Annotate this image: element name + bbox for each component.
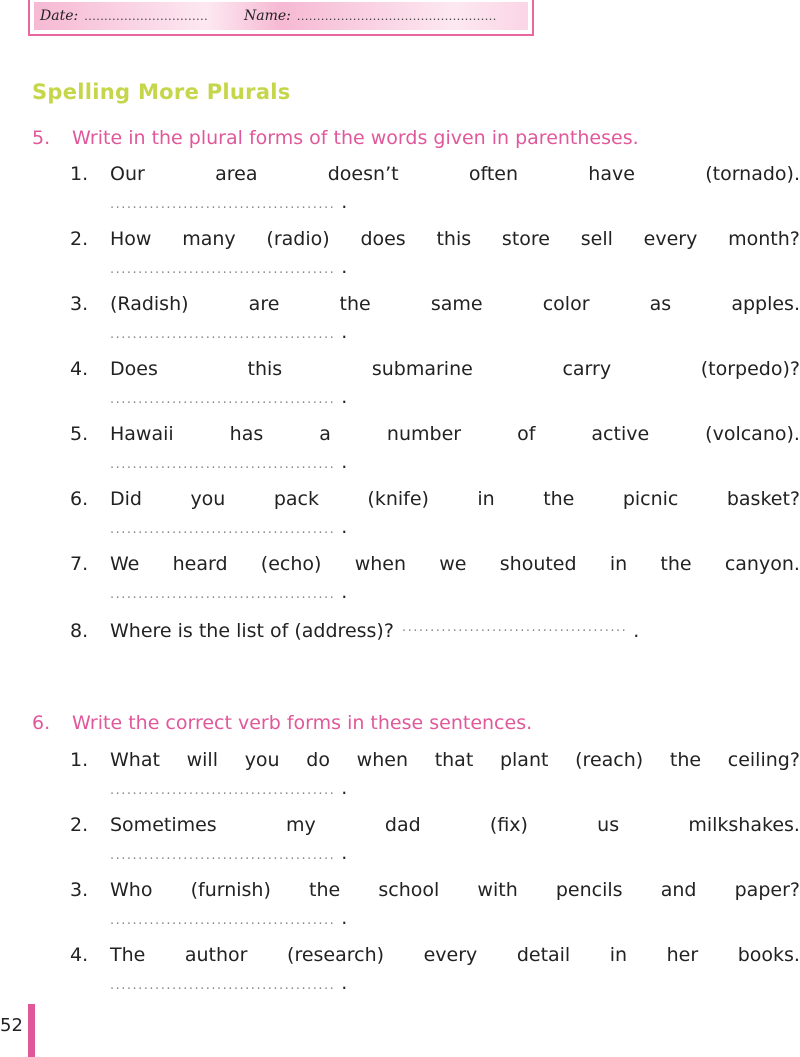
sentence-word: author	[184, 944, 248, 966]
sentence-word: number	[386, 423, 462, 445]
sentence-word: sell	[580, 228, 613, 250]
sentence-word: (furnish)	[190, 879, 271, 901]
sentence-word: her	[666, 944, 699, 966]
sentence-word: Our	[110, 163, 145, 185]
answer-blank[interactable]: ........................................	[401, 620, 628, 635]
answer-blank[interactable]: ........................................	[110, 522, 336, 537]
answer-line	[110, 581, 800, 601]
sentence-word: the	[309, 879, 341, 901]
date-label: Date:	[40, 8, 79, 24]
sentence-word: Did	[110, 488, 142, 510]
sentence-word: as	[649, 293, 672, 315]
name-field[interactable]	[238, 8, 497, 24]
exercise-5-number: 5.	[32, 127, 51, 149]
answer-line	[110, 842, 800, 862]
sentence-word: basket?	[726, 488, 800, 510]
answer-line	[110, 451, 800, 471]
sentence-word: (echo)	[260, 553, 322, 575]
item-sentence	[110, 358, 800, 380]
answer-period: .	[341, 777, 348, 799]
answer-period: .	[341, 972, 348, 994]
sentence-word: submarine	[371, 358, 473, 380]
answer-blank[interactable]: ........................................	[110, 327, 336, 342]
sentence-word: in	[609, 553, 628, 575]
name-dots: ..................................................	[296, 9, 497, 23]
exercise-item	[70, 228, 800, 276]
sentence-word: (tornado).	[705, 163, 800, 185]
item-number: 3.	[70, 293, 89, 315]
section-title: Spelling More Plurals	[32, 80, 291, 104]
sentence-word: does	[360, 228, 406, 250]
answer-period: .	[341, 451, 348, 473]
item-sentence	[110, 879, 800, 901]
answer-blank[interactable]: ........................................	[110, 457, 336, 472]
sentence-word: Hawaii	[110, 423, 174, 445]
exercise-item	[70, 814, 800, 862]
answer-blank[interactable]: ........................................	[110, 848, 336, 863]
exercise-item	[70, 944, 800, 992]
sentence-word: has	[229, 423, 264, 445]
sentence-word: the	[543, 488, 575, 510]
sentence-word: The	[110, 944, 146, 966]
exercise-item	[70, 163, 800, 211]
exercise-item	[70, 749, 800, 797]
sentence-word: us	[597, 814, 620, 836]
name-label: Name:	[244, 8, 291, 24]
sentence-word: and	[660, 879, 697, 901]
item-sentence	[110, 814, 800, 836]
sentence-word: in	[609, 944, 628, 966]
exercise-item	[70, 488, 800, 536]
item-sentence	[110, 749, 800, 771]
answer-period: .	[341, 842, 348, 864]
sentence-word: we	[439, 553, 467, 575]
sentence-word: How	[110, 228, 152, 250]
answer-blank[interactable]: ........................................	[110, 392, 336, 407]
sentence-word: the	[660, 553, 692, 575]
answer-blank[interactable]: ........................................	[110, 262, 336, 277]
sentence-word: same	[430, 293, 483, 315]
sentence-word: every	[423, 944, 478, 966]
sentence-word: carry	[562, 358, 612, 380]
sentence-word: are	[248, 293, 280, 315]
sentence-word: Sometimes	[110, 814, 217, 836]
sentence-word: this	[247, 358, 283, 380]
exercise-item	[70, 358, 800, 406]
sentence-word: of	[517, 423, 536, 445]
sentence-word: have	[588, 163, 635, 185]
sentence-word: month?	[728, 228, 800, 250]
answer-blank[interactable]: ........................................	[110, 978, 336, 993]
sentence-word: What	[110, 749, 160, 771]
sentence-word: (fix)	[489, 814, 528, 836]
answer-period: .	[633, 620, 640, 642]
exercise-item	[70, 293, 800, 341]
exercise-6-number: 6.	[32, 712, 51, 734]
exercise-item	[70, 423, 800, 471]
sentence-word: color	[542, 293, 590, 315]
sentence-word: (knife)	[367, 488, 429, 510]
answer-period: .	[341, 321, 348, 343]
sentence-word: paper?	[734, 879, 800, 901]
date-dots: ...............................	[84, 9, 209, 23]
sentence-word: store	[501, 228, 550, 250]
sentence-word: apples.	[731, 293, 800, 315]
sentence-word: many	[182, 228, 236, 250]
answer-blank[interactable]: ........................................	[110, 197, 336, 212]
answer-line	[110, 907, 800, 927]
item-text	[110, 620, 800, 642]
sentence-word: (research)	[287, 944, 385, 966]
item-number: 1.	[70, 749, 89, 771]
item-number: 6.	[70, 488, 89, 510]
sentence-word: active	[591, 423, 650, 445]
answer-line	[110, 191, 800, 211]
sentence-word: ceiling?	[727, 749, 800, 771]
sentence-word: detail	[516, 944, 571, 966]
sentence-word: school	[378, 879, 440, 901]
answer-period: .	[341, 386, 348, 408]
answer-line	[110, 386, 800, 406]
item-number: 2.	[70, 814, 89, 836]
page-bar	[28, 1004, 35, 1057]
item-number: 2.	[70, 228, 89, 250]
answer-blank[interactable]: ........................................	[110, 913, 336, 928]
item-sentence	[110, 293, 800, 315]
sentence-word: books.	[737, 944, 800, 966]
answer-line	[110, 777, 800, 797]
sentence-word: do	[306, 749, 330, 771]
sentence-word: milkshakes.	[688, 814, 800, 836]
answer-line	[110, 256, 800, 276]
sentence-word: you	[244, 749, 280, 771]
sentence-word: my	[285, 814, 316, 836]
ex5-item-8	[70, 620, 800, 646]
sentence-word: (torpedo)?	[700, 358, 800, 380]
sentence-word: picnic	[622, 488, 679, 510]
item-sentence	[110, 228, 800, 250]
sentence-word: (volcano).	[705, 423, 800, 445]
answer-period: .	[341, 256, 348, 278]
sentence-word: Who	[110, 879, 153, 901]
answer-line	[110, 972, 800, 992]
item-number: 8.	[70, 620, 89, 642]
sentence-word: doesn’t	[327, 163, 399, 185]
date-field[interactable]	[34, 8, 238, 24]
page-number: 52	[0, 1015, 23, 1036]
answer-period: .	[341, 191, 348, 213]
sentence-word: pencils	[555, 879, 623, 901]
sentence-word: the	[339, 293, 371, 315]
sentence-word: (radio)	[266, 228, 330, 250]
answer-line	[110, 516, 800, 536]
sentence-word: often	[468, 163, 519, 185]
sentence-word: with	[477, 879, 518, 901]
item-number: 4.	[70, 358, 89, 380]
sentence-word: you	[190, 488, 226, 510]
sentence-word: a	[319, 423, 331, 445]
sentence-word: plant	[499, 749, 549, 771]
sentence-word: (reach)	[575, 749, 644, 771]
item-number: 4.	[70, 944, 89, 966]
sentence-word: when	[354, 553, 407, 575]
answer-period: .	[341, 907, 348, 929]
item-sentence	[110, 488, 800, 510]
exercise-5-instruction: Write in the plural forms of the words given in parentheses.	[72, 127, 639, 149]
item-number: 3.	[70, 879, 89, 901]
exercise-item	[70, 879, 800, 927]
answer-period: .	[341, 516, 348, 538]
sentence-word: every	[643, 228, 698, 250]
exercise-6-instruction: Write the correct verb forms in these sentences.	[72, 712, 533, 734]
item-number: 5.	[70, 423, 89, 445]
answer-blank[interactable]: ........................................	[110, 587, 336, 602]
answer-period: .	[341, 581, 348, 603]
sentence-word: that	[434, 749, 474, 771]
sentence-word: pack	[273, 488, 319, 510]
item-number: 1.	[70, 163, 89, 185]
sentence-word: in	[477, 488, 495, 510]
sentence-word: this	[436, 228, 472, 250]
sentence-word: We	[110, 553, 140, 575]
item-number: 7.	[70, 553, 89, 575]
item-sentence	[110, 553, 800, 575]
sentence-word: dad	[384, 814, 421, 836]
sentence-word: the	[669, 749, 702, 771]
item-sentence	[110, 944, 800, 966]
sentence-word: (Radish)	[110, 293, 189, 315]
sentence-word: area	[215, 163, 258, 185]
exercise-6-heading	[32, 712, 532, 734]
item-sentence: Where is the list of (address)?	[110, 620, 394, 642]
sentence-word: shouted	[499, 553, 577, 575]
header-box	[28, 0, 534, 36]
answer-blank[interactable]: ........................................	[110, 783, 336, 798]
item-sentence	[110, 163, 800, 185]
exercise-5-heading	[32, 127, 639, 149]
sentence-word: Does	[110, 358, 158, 380]
sentence-word: heard	[172, 553, 228, 575]
sentence-word: canyon.	[724, 553, 800, 575]
sentence-word: will	[186, 749, 218, 771]
item-sentence	[110, 423, 800, 445]
header-fields	[34, 2, 528, 30]
answer-line	[110, 321, 800, 341]
exercise-item	[70, 553, 800, 601]
sentence-word: when	[356, 749, 408, 771]
